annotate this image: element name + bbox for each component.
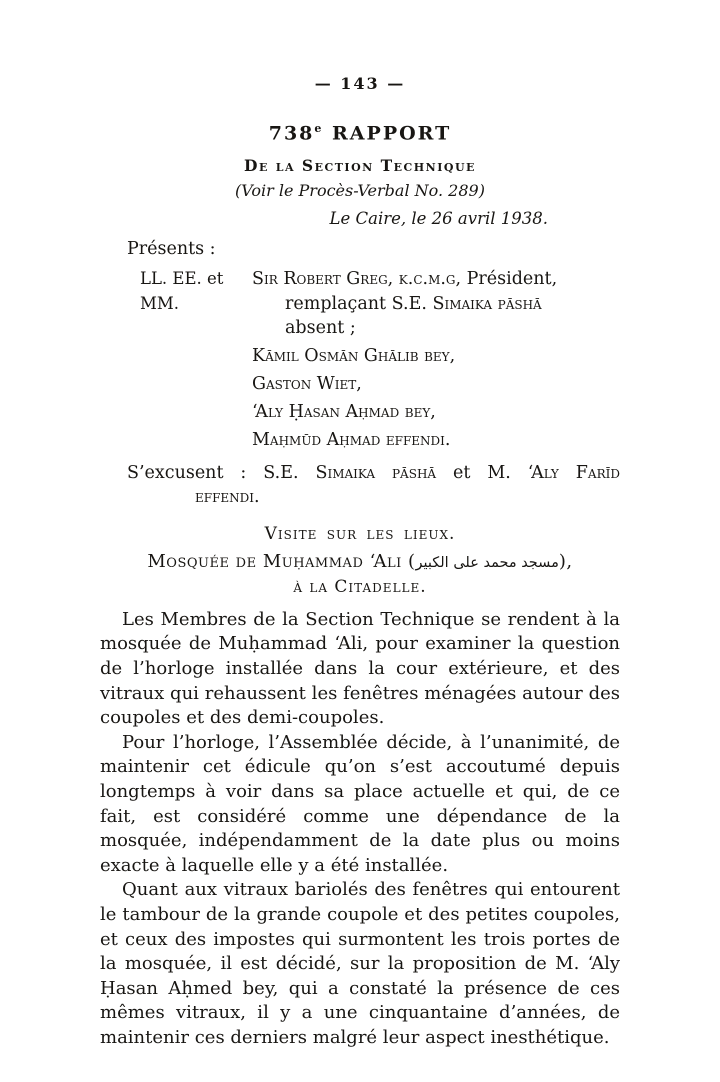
- attendee-role: Président,: [466, 269, 558, 290]
- reference-note: (Voir le Procès-Verbal No. 289): [235, 181, 485, 201]
- report-section-subtitle: De la Section Technique: [244, 156, 476, 176]
- attendees-prefix: LL. EE. et MM.: [140, 269, 224, 313]
- attendee-name: Sir Robert Greg, k.c.m.g,: [252, 269, 467, 290]
- attendee-absent-note: absent ;: [285, 318, 356, 339]
- excuses-line: [127, 461, 620, 486]
- excuses-connector: et M.: [436, 462, 528, 483]
- attendee-list: [252, 267, 620, 453]
- excuses-line-continuation: effendi.: [195, 487, 260, 508]
- attendee-entry: ‘Aly Ḥasan Aḥmad bey,: [252, 402, 436, 423]
- excused-name: ‘Aly Farīd: [527, 462, 620, 483]
- attendee-replacement-note: remplaçant S.E.: [285, 293, 433, 314]
- subject-latin: ),: [558, 550, 573, 572]
- attendee-entry: Maḥmūd Aḥmad effendi.: [252, 430, 451, 451]
- report-title-word: RAPPORT: [323, 122, 452, 145]
- subject-latin: Mosquée de Muḥammad ‘Ali (: [147, 550, 416, 572]
- subject-arabic-text: مسجد محمد على الكبير: [415, 554, 559, 571]
- body-paragraph: Pour l’horloge, l’Assemblée décide, à l’unanimité, de maintenir cet édicule qu’on s’est accoutumé depuis longtemps à voir dans sa place actuelle et qui, de ce fait, est considéré comme une dépendance de la mosquée, indépendamment de la date plus ou moins exacte à laquelle elle y a été installée.: [100, 731, 620, 876]
- body-paragraph: Quant aux vitraux bariolés des fenêtres qui entourent le tambour de la grande coupole et des petites coupoles, et ceux des impostes qui surmontent les trois portes de la mosquée, il est décidé, sur la proposition de M. ‘Aly Ḥasan Aḥmed bey, qui a constaté la présence de ces mêmes vitraux, il y a une cinquantaine d’années, de maintenir ces derniers malgré leur aspect inesthétique.: [100, 879, 620, 1048]
- attendee-name: Simaika pāshā: [432, 293, 542, 314]
- excused-name: S.E. Simaika pāshā: [263, 462, 437, 483]
- body-paragraph: Les Membres de la Section Technique se rendent à la mosquée de Muḥammad ‘Ali, pour examiner la question de l’horloge installée dans la cour extérieure, et des vitraux qui rehaussent les fenêtres ménagées autour des coupoles et des demi-coupoles.: [100, 608, 620, 729]
- report-title: [100, 122, 620, 144]
- report-number-ordinal: e: [314, 122, 324, 135]
- page-number: — 143 —: [314, 74, 406, 93]
- attendee-entry-continuation: [252, 292, 620, 317]
- section-heading: Visite sur les lieux.: [264, 523, 456, 544]
- attendees-block: [100, 267, 620, 453]
- report-body: [100, 608, 620, 1051]
- excuses-block: [100, 461, 620, 510]
- subject-location: à la Citadelle.: [293, 576, 427, 597]
- report-number: 738: [268, 122, 315, 145]
- presents-label: Présents :: [127, 239, 216, 260]
- excuses-label: S’excusent :: [127, 462, 264, 483]
- dateline: Le Caire, le 26 avril 1938.: [329, 209, 548, 229]
- attendee-entry: Kāmil Osmān Ghālib bey,: [252, 346, 456, 367]
- attendee-entry: Gaston Wiet,: [252, 374, 362, 395]
- attendee-entry-continuation: [252, 316, 620, 341]
- attendee-entry: [252, 267, 620, 292]
- subject-heading: [100, 551, 620, 572]
